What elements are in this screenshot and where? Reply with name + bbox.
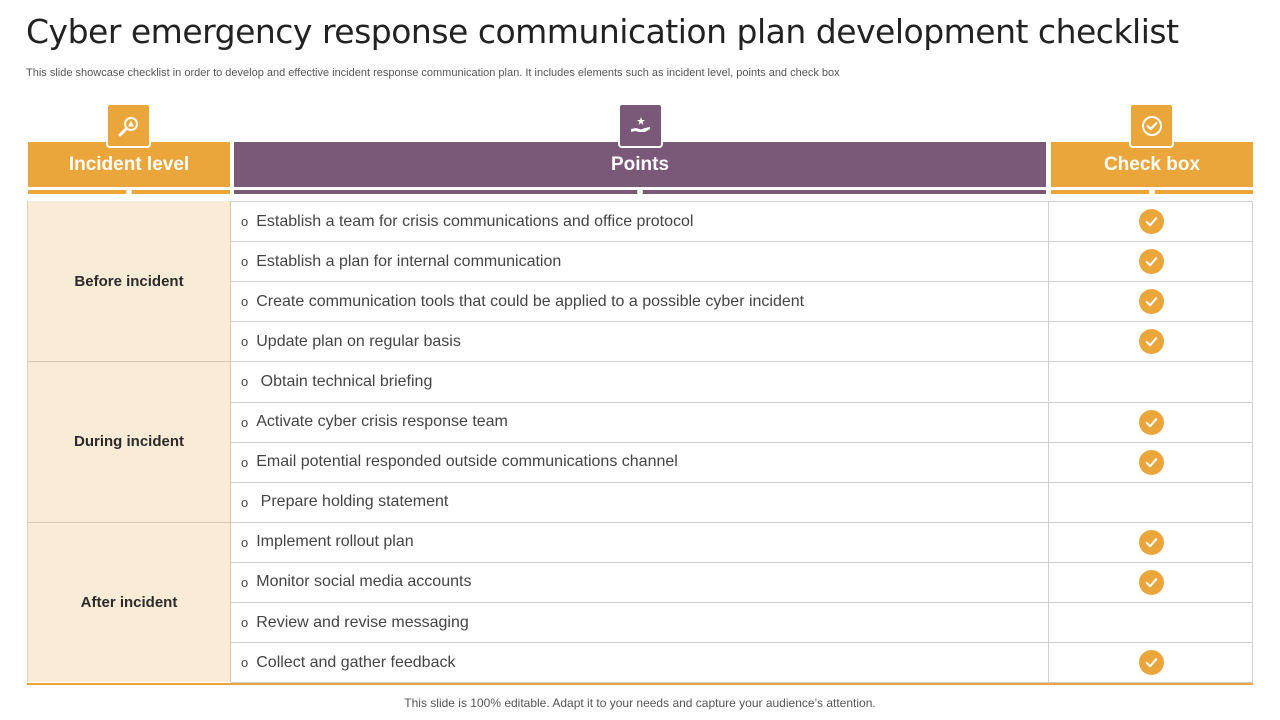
- header-dot: [1149, 189, 1155, 195]
- search-alert-icon: [106, 103, 151, 148]
- check-box-cell[interactable]: [1048, 202, 1253, 241]
- header-incident-level: [28, 142, 230, 187]
- header-dot: [637, 189, 643, 195]
- bullet-marker: o: [241, 454, 249, 470]
- bullet-marker: o: [241, 334, 249, 350]
- checkmark-badge-icon: [1129, 103, 1174, 148]
- point-cell: [241, 483, 448, 522]
- point-cell: [241, 563, 471, 602]
- check-box-cell[interactable]: [1048, 603, 1253, 642]
- header-check-box-label: Check box: [1103, 153, 1201, 175]
- table-row: [231, 361, 1253, 401]
- point-text: Monitor social media accounts: [256, 573, 472, 591]
- point-text: Review and revise messaging: [256, 613, 469, 631]
- checkmark-icon: [1139, 329, 1164, 354]
- bullet-marker: o: [241, 414, 249, 430]
- table-row: [231, 241, 1253, 281]
- check-box-cell[interactable]: [1048, 483, 1253, 522]
- bullet-marker: o: [241, 294, 249, 310]
- point-cell: [241, 643, 455, 682]
- bullet-marker: o: [241, 534, 249, 550]
- point-text: Obtain technical briefing: [256, 372, 433, 390]
- header-points: [234, 142, 1046, 187]
- page-subtitle: This slide showcase checklist in order to develop and effective incident response communication plan. It includes elements such as incident level, points and check box: [26, 67, 840, 79]
- checkmark-icon: [1139, 249, 1164, 274]
- bullet-marker: o: [241, 655, 249, 671]
- check-box-cell[interactable]: [1048, 523, 1253, 562]
- level-cell-before: [27, 201, 231, 361]
- check-box-cell[interactable]: [1048, 403, 1253, 442]
- table-row: [231, 321, 1253, 361]
- point-cell: [241, 362, 432, 401]
- point-text: Implement rollout plan: [256, 533, 414, 551]
- table-row: [231, 642, 1253, 682]
- table-row: [231, 442, 1253, 482]
- header-incident-level-label: Incident level: [68, 153, 190, 175]
- point-text: Create communication tools that could be applied to a possible cyber incident: [256, 292, 805, 310]
- checkmark-icon: [1139, 450, 1164, 475]
- bullet-marker: o: [241, 214, 249, 230]
- point-text: Email potential responded outside communications channel: [256, 453, 678, 471]
- table-row: [231, 402, 1253, 442]
- table-row: [231, 281, 1253, 321]
- table-row: [231, 201, 1253, 241]
- check-box-cell[interactable]: [1048, 282, 1253, 321]
- point-text: Collect and gather feedback: [256, 653, 456, 671]
- table-row: [231, 562, 1253, 602]
- checklist-table: [27, 201, 1253, 684]
- level-label: Before incident: [74, 272, 184, 290]
- footer-note: This slide is 100% editable. Adapt it to your needs and capture your audience’s attention.: [404, 696, 876, 710]
- point-cell: [241, 322, 461, 361]
- point-cell: [241, 523, 414, 562]
- point-cell: [241, 603, 469, 642]
- table-row: [231, 522, 1253, 562]
- check-box-cell[interactable]: [1048, 643, 1253, 682]
- table-bottom-border: [27, 683, 1253, 685]
- bullet-marker: o: [241, 374, 249, 390]
- point-text: Update plan on regular basis: [256, 332, 461, 350]
- bullet-marker: o: [241, 254, 249, 270]
- checkmark-icon: [1139, 570, 1164, 595]
- header-dot: [126, 189, 132, 195]
- check-box-cell[interactable]: [1048, 322, 1253, 361]
- check-box-cell[interactable]: [1048, 563, 1253, 602]
- bullet-marker: o: [241, 615, 249, 631]
- point-cell: [241, 202, 693, 241]
- point-text: Prepare holding statement: [256, 493, 449, 511]
- table-row: [231, 482, 1253, 522]
- checkmark-icon: [1139, 289, 1164, 314]
- check-box-cell[interactable]: [1048, 242, 1253, 281]
- point-cell: [241, 282, 804, 321]
- level-label: During incident: [74, 433, 184, 451]
- checkmark-icon: [1139, 209, 1164, 234]
- level-cell-after: [27, 522, 231, 682]
- level-cell-during: [27, 361, 231, 521]
- point-text: Activate cyber crisis response team: [256, 413, 508, 431]
- checkmark-icon: [1139, 650, 1164, 675]
- header-points-label: Points: [610, 153, 670, 175]
- point-text: Establish a plan for internal communication: [256, 252, 562, 270]
- check-box-cell[interactable]: [1048, 362, 1253, 401]
- bullet-marker: o: [241, 574, 249, 590]
- level-label: After incident: [80, 593, 178, 611]
- point-text: Establish a team for crisis communications and office protocol: [256, 212, 694, 230]
- checkmark-icon: [1139, 410, 1164, 435]
- checkmark-icon: [1139, 530, 1164, 555]
- point-cell: [241, 242, 561, 281]
- table-row: [231, 602, 1253, 642]
- point-cell: [241, 443, 678, 482]
- bullet-marker: o: [241, 494, 249, 510]
- header-check-box: [1051, 142, 1253, 187]
- hand-star-icon: [618, 103, 663, 148]
- check-box-cell[interactable]: [1048, 443, 1253, 482]
- page-title: Cyber emergency response communication plan development checklist: [26, 12, 1179, 51]
- point-cell: [241, 403, 508, 442]
